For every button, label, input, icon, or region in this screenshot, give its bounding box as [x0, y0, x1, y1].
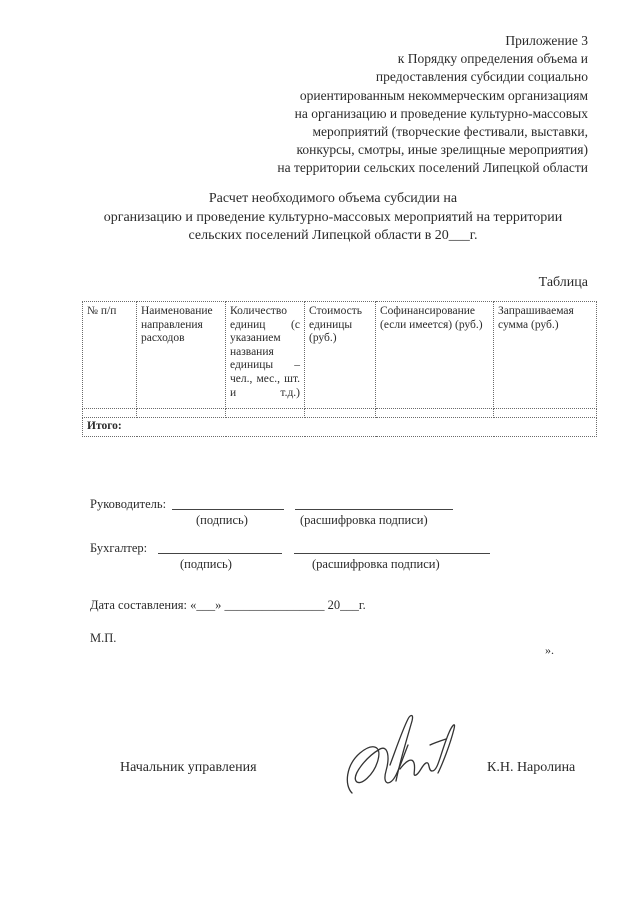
table-header-row [83, 302, 597, 409]
appendix-line: на территории сельских поселений Липецкой области [277, 160, 588, 176]
header-cell-quantity: Количество единиц (с указанием названия единицы – чел., мес., шт. и т.д.) [226, 302, 305, 409]
header-cell-cofinancing: Софинансирование (если имеется) (руб.) [376, 302, 494, 409]
head-decode-caption: (расшифровка подписи) [300, 513, 428, 527]
head-decode-line [295, 497, 453, 510]
appendix-header [228, 32, 588, 178]
appendix-line: мероприятий (творческие фестивали, выставки, [312, 124, 588, 140]
accountant-signature-line [158, 541, 282, 554]
title-line: организацию и проведение культурно-массовых мероприятий на территории [103, 209, 563, 225]
appendix-line: к Порядку определения объема и [397, 51, 588, 67]
subsidy-table [82, 301, 597, 437]
head-label: Руководитель: [90, 497, 167, 511]
accountant-decode-line [294, 541, 490, 554]
stamp-label: М.П. [90, 631, 117, 645]
handwritten-signature [330, 705, 470, 805]
appendix-line: ориентированным некоммерческим организациям [299, 87, 588, 103]
header-cell-expense-name: Наименование направления расходов [137, 302, 226, 409]
date-line: Дата составления: «___» ________________ 20___г. [90, 598, 366, 612]
head-sign-caption: (подпись) [196, 513, 248, 527]
appendix-line: предоставления субсидии социально [375, 69, 588, 85]
document-title [60, 190, 606, 246]
head-signature-line [172, 497, 284, 510]
header-cell-number: № п/п [83, 302, 137, 409]
accountant-decode-caption: (расшифровка подписи) [312, 557, 440, 571]
accountant-sign-caption: (подпись) [180, 557, 232, 571]
total-label: Итого: [83, 418, 597, 437]
signer-name: К.Н. Наролина [487, 760, 576, 775]
title-line: сельских поселений Липецкой области в 20___г. [188, 228, 478, 243]
table-label: Таблица [538, 275, 588, 290]
appendix-line: конкурсы, смотры, иные зрелищные мероприятия) [296, 142, 588, 158]
table-row [83, 409, 597, 418]
appendix-line: на организацию и проведение культурно-массовых [294, 105, 588, 121]
appendix-line: Приложение 3 [505, 33, 588, 48]
closing-quote: ». [545, 643, 554, 657]
accountant-label: Бухгалтер: [90, 541, 148, 555]
table-total-row [83, 418, 597, 437]
header-cell-requested-amount: Запрашиваемая сумма (руб.) [494, 302, 597, 409]
header-cell-unit-cost: Стоимость единицы (руб.) [305, 302, 376, 409]
signer-position: Начальник управления [120, 760, 257, 775]
title-line: Расчет необходимого объема субсидии на [208, 191, 458, 206]
